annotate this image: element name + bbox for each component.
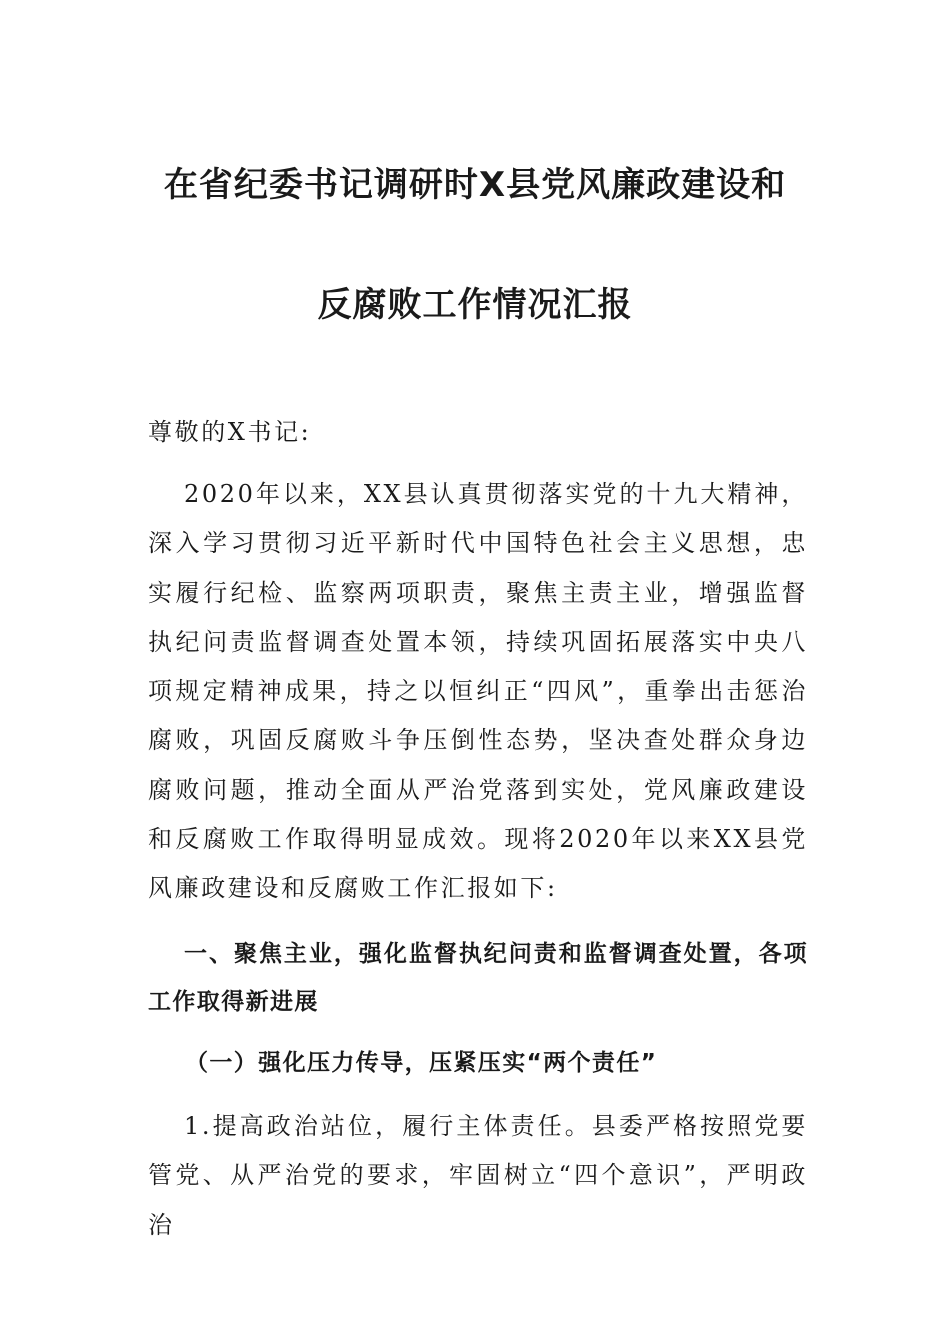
document-title-line1: 在省纪委书记调研时X县党风廉政建设和 — [163, 165, 787, 205]
intro-paragraph: 2020年以来，XX县认真贯彻落实党的十九大精神，深入学习贯彻习近平新时代中国特色社会主义思想，忠实履行纪检、监察两项职责，聚焦主责主业，增强监督执纪问责监督调查处置本领，持续巩固拓展落实中央八项规定精神成果，持之以恒纠正“四风”，重拳出击惩治腐败，巩固反腐败斗争压倒性态势，坚决查处群众身边腐败问题，推动全面从严治党落到实处，党风廉政建设和反腐败工作取得明显成效。现将2020年以来XX县党风廉政建设和反腐败工作汇报如下: — [148, 480, 808, 903]
section-heading-1: 一、聚焦主业，强化监督执纪问责和监督调查处置，各项工作取得新进展 — [148, 941, 808, 1015]
body-paragraph: 1.提高政治站位，履行主体责任。县委严格按照党要管党、从严治党的要求，牢固树立“四个意识”，严明政治 — [148, 1112, 808, 1239]
subsection-heading-1: （一）强化压力传导，压紧压实“两个责任” — [185, 1050, 658, 1076]
document-title-line2: 反腐败工作情况汇报 — [317, 285, 633, 325]
salutation: 尊敬的X书记: — [148, 418, 312, 446]
